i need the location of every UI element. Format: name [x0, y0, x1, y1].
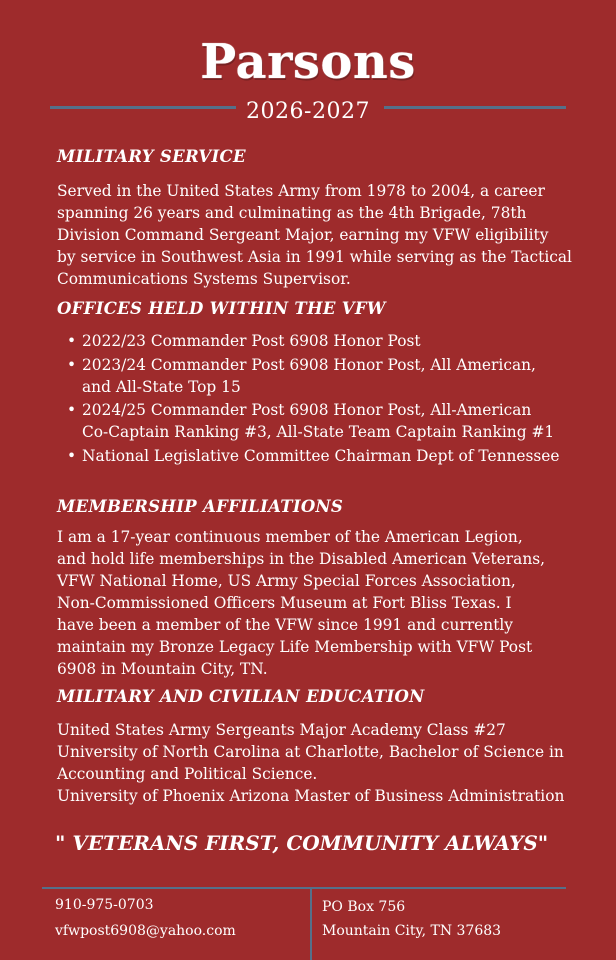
membership-line: and hold life memberships in the Disabled American Veterans,: [57, 550, 546, 568]
membership-line: maintain my Bronze Legacy Life Membership with VFW Post: [57, 638, 533, 656]
education-line: United States Army Sergeants Major Academy Class #27: [57, 721, 506, 739]
office-line: and All-State Top 15: [82, 377, 241, 396]
office-line: Co-Captain Ranking #3, All-State Team Captain Ranking #1: [82, 423, 555, 441]
education-line: Accounting and Political Science.: [57, 765, 318, 783]
footer-rule: [42, 887, 566, 889]
footer-divider: [310, 889, 312, 960]
office-line: • 2024/25 Commander Post 6908 Honor Post, All-American: [82, 401, 532, 419]
contact-phone[interactable]: 910-975-0703: [55, 897, 154, 913]
military-service-heading: MILITARY SERVICE: [57, 147, 246, 166]
education-text: [57, 719, 577, 807]
military-service-line: Division Command Sergeant Major, earning my VFW eligibility: [57, 226, 549, 244]
military-service-text: [57, 180, 577, 290]
education-line: University of North Carolina at Charlotte, Bachelor of Science in: [57, 743, 564, 761]
mailing-city: Mountain City, TN 37683: [322, 923, 502, 939]
office-line: • 2023/24 Commander Post 6908 Honor Post, All American,: [82, 355, 536, 374]
contact-email[interactable]: vfwpost6908@yahoo.com: [55, 923, 236, 939]
membership-text: [57, 526, 577, 680]
office-item: [65, 354, 585, 398]
membership-line: 6908 in Mountain City, TN.: [57, 660, 268, 678]
membership-line: have been a member of the VFW since 1991 and currently: [57, 616, 514, 634]
offices-list: [65, 330, 585, 468]
offices-heading: OFFICES HELD WITHIN THE VFW: [57, 299, 386, 318]
military-service-line: by service in Southwest Asia in 1991 while serving as the Tactical: [57, 248, 572, 266]
education-line: University of Phoenix Arizona Master of Business Administration: [57, 787, 565, 805]
office-line: • 2022/23 Commander Post 6908 Honor Post: [82, 332, 421, 350]
term-years: 2026-2027: [246, 99, 370, 124]
military-service-line: spanning 26 years and culminating as the 4th Brigade, 78th: [57, 204, 527, 222]
military-service-line: Served in the United States Army from 1978 to 2004, a career: [57, 182, 545, 200]
military-service-line: Communications Systems Supervisor.: [57, 270, 351, 288]
office-line: • National Legislative Committee Chairman Dept of Tennessee: [82, 446, 560, 465]
membership-line: Non-Commissioned Officers Museum at Fort Bliss Texas. I: [57, 594, 512, 612]
membership-line: I am a 17-year continuous member of the American Legion,: [57, 528, 523, 546]
education-heading: MILITARY AND CIVILIAN EDUCATION: [57, 687, 425, 706]
membership-line: VFW National Home, US Army Special Forces Association,: [57, 572, 516, 590]
membership-heading: MEMBERSHIP AFFILIATIONS: [57, 497, 344, 516]
mailing-po-box: PO Box 756: [322, 899, 406, 915]
office-item: [65, 399, 585, 443]
candidate-name: Parsons: [200, 34, 416, 90]
campaign-slogan: " VETERANS FIRST, COMMUNITY ALWAYS": [55, 831, 549, 855]
office-item: [65, 330, 585, 352]
office-item: [65, 445, 585, 467]
